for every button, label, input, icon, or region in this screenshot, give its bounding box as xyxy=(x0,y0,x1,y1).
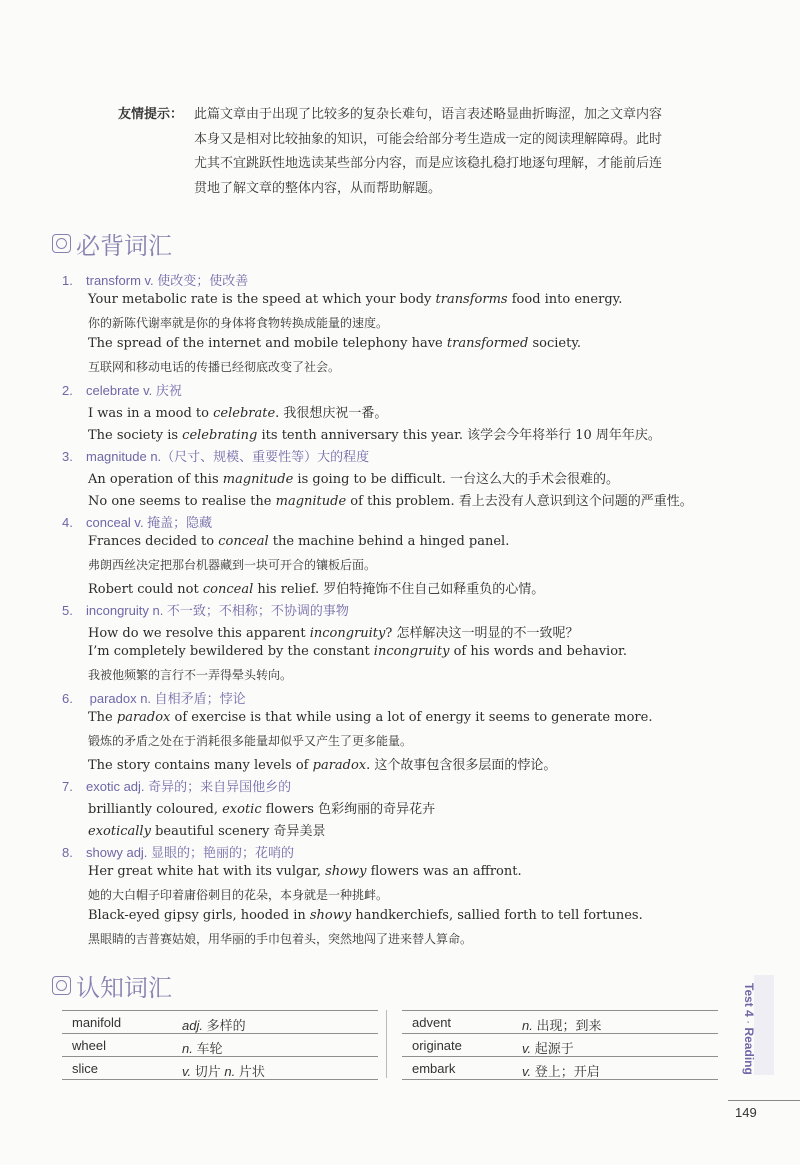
side-tab-label xyxy=(742,983,756,1075)
tip-label: 友情提示： xyxy=(118,107,184,122)
table-word: embark xyxy=(412,1061,456,1076)
reading-label: Reading xyxy=(742,1027,756,1075)
example-keyword: exotic xyxy=(222,802,262,817)
page-number: 149 xyxy=(735,1105,757,1120)
entry-number: 8. xyxy=(62,845,73,860)
table-definition xyxy=(182,1015,246,1034)
example-sentence xyxy=(88,710,652,725)
definition-text: 出现；到来 xyxy=(532,1018,602,1033)
part-of-speech: n. xyxy=(224,1064,236,1079)
section-title: 认知词汇 xyxy=(76,974,172,1002)
part-of-speech: v. xyxy=(522,1041,532,1056)
example-translation xyxy=(88,732,412,749)
table-definition xyxy=(182,1038,222,1057)
entry-headword: magnitude n.（尺寸、规模、重要性等）大的程度 xyxy=(86,449,370,464)
vocab-entry-heading xyxy=(62,600,349,619)
entry-number: 1. xyxy=(62,273,73,288)
example-text: How do we resolve this apparent xyxy=(88,626,310,641)
table-column-left xyxy=(62,1010,378,1080)
example-text: The xyxy=(88,710,117,725)
example-sentence xyxy=(88,820,325,839)
table-definition xyxy=(522,1015,601,1034)
page-number-rule xyxy=(728,1100,800,1101)
column-divider xyxy=(386,1010,387,1078)
vocab-entry-heading xyxy=(62,776,291,795)
example-sentence xyxy=(88,402,387,421)
tip-line: 此篇文章由于出现了比较多的复杂长难句，语言表述略显曲折晦涩，加之文章内容 xyxy=(194,107,663,122)
vocab-entry-heading xyxy=(62,688,246,707)
example-keyword: celebrate xyxy=(213,406,276,421)
tip-line: 尤其不宜跳跃性地选读某些部分内容，而是应该稳扎稳打地逐句理解，才能前后连 xyxy=(194,156,663,171)
section-heading-recognition-vocab xyxy=(52,968,172,1003)
entry-number: 2. xyxy=(62,383,73,398)
definition-text: 车轮 xyxy=(192,1041,223,1056)
table-row xyxy=(62,1010,378,1034)
example-keyword: conceal xyxy=(202,582,254,597)
test-label: Test 4 xyxy=(742,983,756,1017)
example-text: I’m completely bewildered by the constant xyxy=(88,644,374,659)
example-text: 我被他频繁的言行不一弄得晕头转向。 xyxy=(88,668,293,682)
example-sentence xyxy=(88,336,581,351)
example-text-rest: handkerchiefs, sallied forth to tell fortunes. xyxy=(351,908,643,923)
example-text-rest: . 我很想庆祝一番。 xyxy=(275,406,388,421)
example-text: 互联网和移动电话的传播已经彻底改变了社会。 xyxy=(88,360,341,374)
entry-headword: celebrate v. 庆祝 xyxy=(86,383,182,398)
entry-headword: paradox n. 自相矛盾；悖论 xyxy=(86,691,246,706)
example-translation xyxy=(88,886,388,903)
definition-text: 切片 xyxy=(191,1064,225,1079)
example-keyword: transforms xyxy=(435,292,508,307)
definition-text: 片状 xyxy=(235,1064,265,1079)
table-row xyxy=(62,1057,378,1080)
example-translation xyxy=(88,666,292,683)
example-text: Robert could not xyxy=(88,582,203,597)
example-text: Black-eyed gipsy girls, hooded in xyxy=(88,908,310,923)
example-sentence xyxy=(88,578,544,597)
example-text-rest: society. xyxy=(528,336,582,351)
tip-line: 贯地了解文章的整体内容，从而帮助解题。 xyxy=(194,180,442,196)
table-word: slice xyxy=(72,1061,99,1076)
example-text-rest: of his words and behavior. xyxy=(449,644,627,659)
entry-headword: conceal v. 掩盖；隐藏 xyxy=(86,515,213,530)
example-translation xyxy=(88,358,340,375)
example-sentence xyxy=(88,534,509,549)
example-keyword: magnitude xyxy=(222,472,294,487)
table-row xyxy=(62,1034,378,1057)
example-text-rest: of exercise is that while using a lot of energy it seems to generate more. xyxy=(170,710,653,725)
table-column-right xyxy=(402,1010,718,1080)
vocab-entry-heading xyxy=(62,270,248,289)
table-definition xyxy=(182,1061,265,1080)
example-text-rest: its tenth anniversary this year. 该学会今年将举行 10 周年年庆。 xyxy=(257,428,661,443)
example-text-rest: beautiful scenery 奇异美景 xyxy=(150,824,326,839)
example-keyword: showy xyxy=(309,908,352,923)
example-sentence xyxy=(88,908,643,923)
entry-number: 7. xyxy=(62,779,73,794)
example-text: 她的大白帽子印着庸俗刺目的花朵，本身就是一种挑衅。 xyxy=(88,888,389,902)
example-keyword: paradox xyxy=(312,758,367,773)
section-icon xyxy=(52,976,71,995)
example-translation xyxy=(88,314,388,331)
example-sentence xyxy=(88,644,627,659)
entry-headword: showy adj. 显眼的；艳丽的；花哨的 xyxy=(86,845,295,860)
table-row xyxy=(402,1010,718,1034)
example-text-rest: is going to be difficult. 一台这么大的手术会很难的。 xyxy=(293,472,620,487)
definition-text: 登上；开启 xyxy=(531,1064,600,1079)
entry-number: 3. xyxy=(62,449,73,464)
example-text-rest: of this problem. 看上去没有人意识到这个问题的严重性。 xyxy=(346,494,693,509)
section-side-tab xyxy=(728,975,800,1105)
entry-number: 5. xyxy=(62,603,73,618)
example-keyword: showy xyxy=(325,864,367,879)
table-word: wheel xyxy=(72,1038,106,1053)
entry-headword: incongruity n. 不一致；不相称；不协调的事物 xyxy=(86,603,349,618)
example-text-rest: ? 怎样解决这一明显的不一致呢？ xyxy=(385,626,579,641)
example-text: The society is xyxy=(88,428,183,443)
vocab-entry-heading xyxy=(62,512,212,531)
example-text: The story contains many levels of xyxy=(88,758,313,773)
example-sentence xyxy=(88,864,522,879)
example-sentence xyxy=(88,424,661,443)
section-title: 必背词汇 xyxy=(76,232,172,260)
example-text-rest: his relief. 罗伯特掩饰不住自己如释重负的心情。 xyxy=(253,582,545,597)
example-keyword: exotically xyxy=(88,824,151,839)
example-keyword: celebrating xyxy=(182,428,258,443)
table-definition xyxy=(522,1038,574,1057)
table-word: originate xyxy=(412,1038,462,1053)
example-keyword: paradox xyxy=(116,710,171,725)
vocab-entry-heading xyxy=(62,380,182,399)
example-text: I was in a mood to xyxy=(88,406,214,421)
tip-line: 本身又是相对比较抽象的知识，可能会给部分考生造成一定的阅读理解障碍。此时 xyxy=(194,131,663,147)
example-sentence xyxy=(88,798,435,817)
part-of-speech: v. xyxy=(182,1064,192,1079)
example-translation xyxy=(88,930,472,947)
part-of-speech: adj. xyxy=(182,1018,203,1033)
table-word: advent xyxy=(412,1015,452,1030)
example-sentence xyxy=(88,754,556,773)
part-of-speech: n. xyxy=(522,1018,533,1033)
separator-dot: · xyxy=(742,1016,756,1028)
example-text: No one seems to realise the xyxy=(88,494,276,509)
definition-text: 起源于 xyxy=(531,1041,574,1056)
example-text: 你的新陈代谢率就是你的身体将食物转换成能量的速度。 xyxy=(88,316,389,330)
entry-headword: transform v. 使改变；使改善 xyxy=(86,273,249,288)
definition-text: 多样的 xyxy=(202,1018,246,1033)
table-word: manifold xyxy=(72,1015,122,1030)
example-text-rest: the machine behind a hinged panel. xyxy=(268,534,510,549)
example-text: An operation of this xyxy=(88,472,223,487)
table-row xyxy=(402,1057,718,1080)
example-keyword: incongruity xyxy=(373,644,450,659)
example-text: Her great white hat with its vulgar, xyxy=(88,864,326,879)
example-text: 黑眼睛的吉普赛姑娘，用华丽的手巾包着头，突然地闯了进来替人算命。 xyxy=(88,932,473,946)
example-keyword: conceal xyxy=(218,534,269,549)
example-text: Your metabolic rate is the speed at which your body xyxy=(88,292,436,307)
example-text: Frances decided to xyxy=(88,534,219,549)
entry-headword: exotic adj. 奇异的；来自异国他乡的 xyxy=(86,779,292,794)
example-text-rest: food into energy. xyxy=(507,292,623,307)
example-text-rest: flowers 色彩绚丽的奇异花卉 xyxy=(261,802,436,817)
example-text: The spread of the internet and mobile telephony have xyxy=(88,336,447,351)
table-row xyxy=(402,1034,718,1057)
part-of-speech: n. xyxy=(182,1041,193,1056)
example-text-rest: . 这个故事包含很多层面的悖论。 xyxy=(366,758,557,773)
part-of-speech: v. xyxy=(522,1064,532,1079)
example-keyword: incongruity xyxy=(309,626,386,641)
example-keyword: magnitude xyxy=(275,494,347,509)
table-definition xyxy=(522,1061,600,1080)
example-sentence xyxy=(88,468,619,487)
example-sentence xyxy=(88,622,579,641)
side-tab-bg xyxy=(754,975,774,1075)
example-sentence xyxy=(88,292,622,307)
entry-number: 6. xyxy=(62,691,73,706)
vocab-entry-heading xyxy=(62,446,369,465)
vocab-entry-heading xyxy=(62,842,294,861)
example-text-rest: flowers was an affront. xyxy=(366,864,522,879)
entry-number: 4. xyxy=(62,515,73,530)
example-translation xyxy=(88,556,376,573)
example-sentence xyxy=(88,490,693,509)
example-text: brilliantly coloured, xyxy=(88,802,223,817)
example-text: 弗朗西丝决定把那台机器藏到一块可开合的镶板后面。 xyxy=(88,558,377,572)
example-keyword: transformed xyxy=(446,336,529,351)
example-text: 锻炼的矛盾之处在于消耗很多能量却似乎又产生了更多能量。 xyxy=(88,734,413,748)
